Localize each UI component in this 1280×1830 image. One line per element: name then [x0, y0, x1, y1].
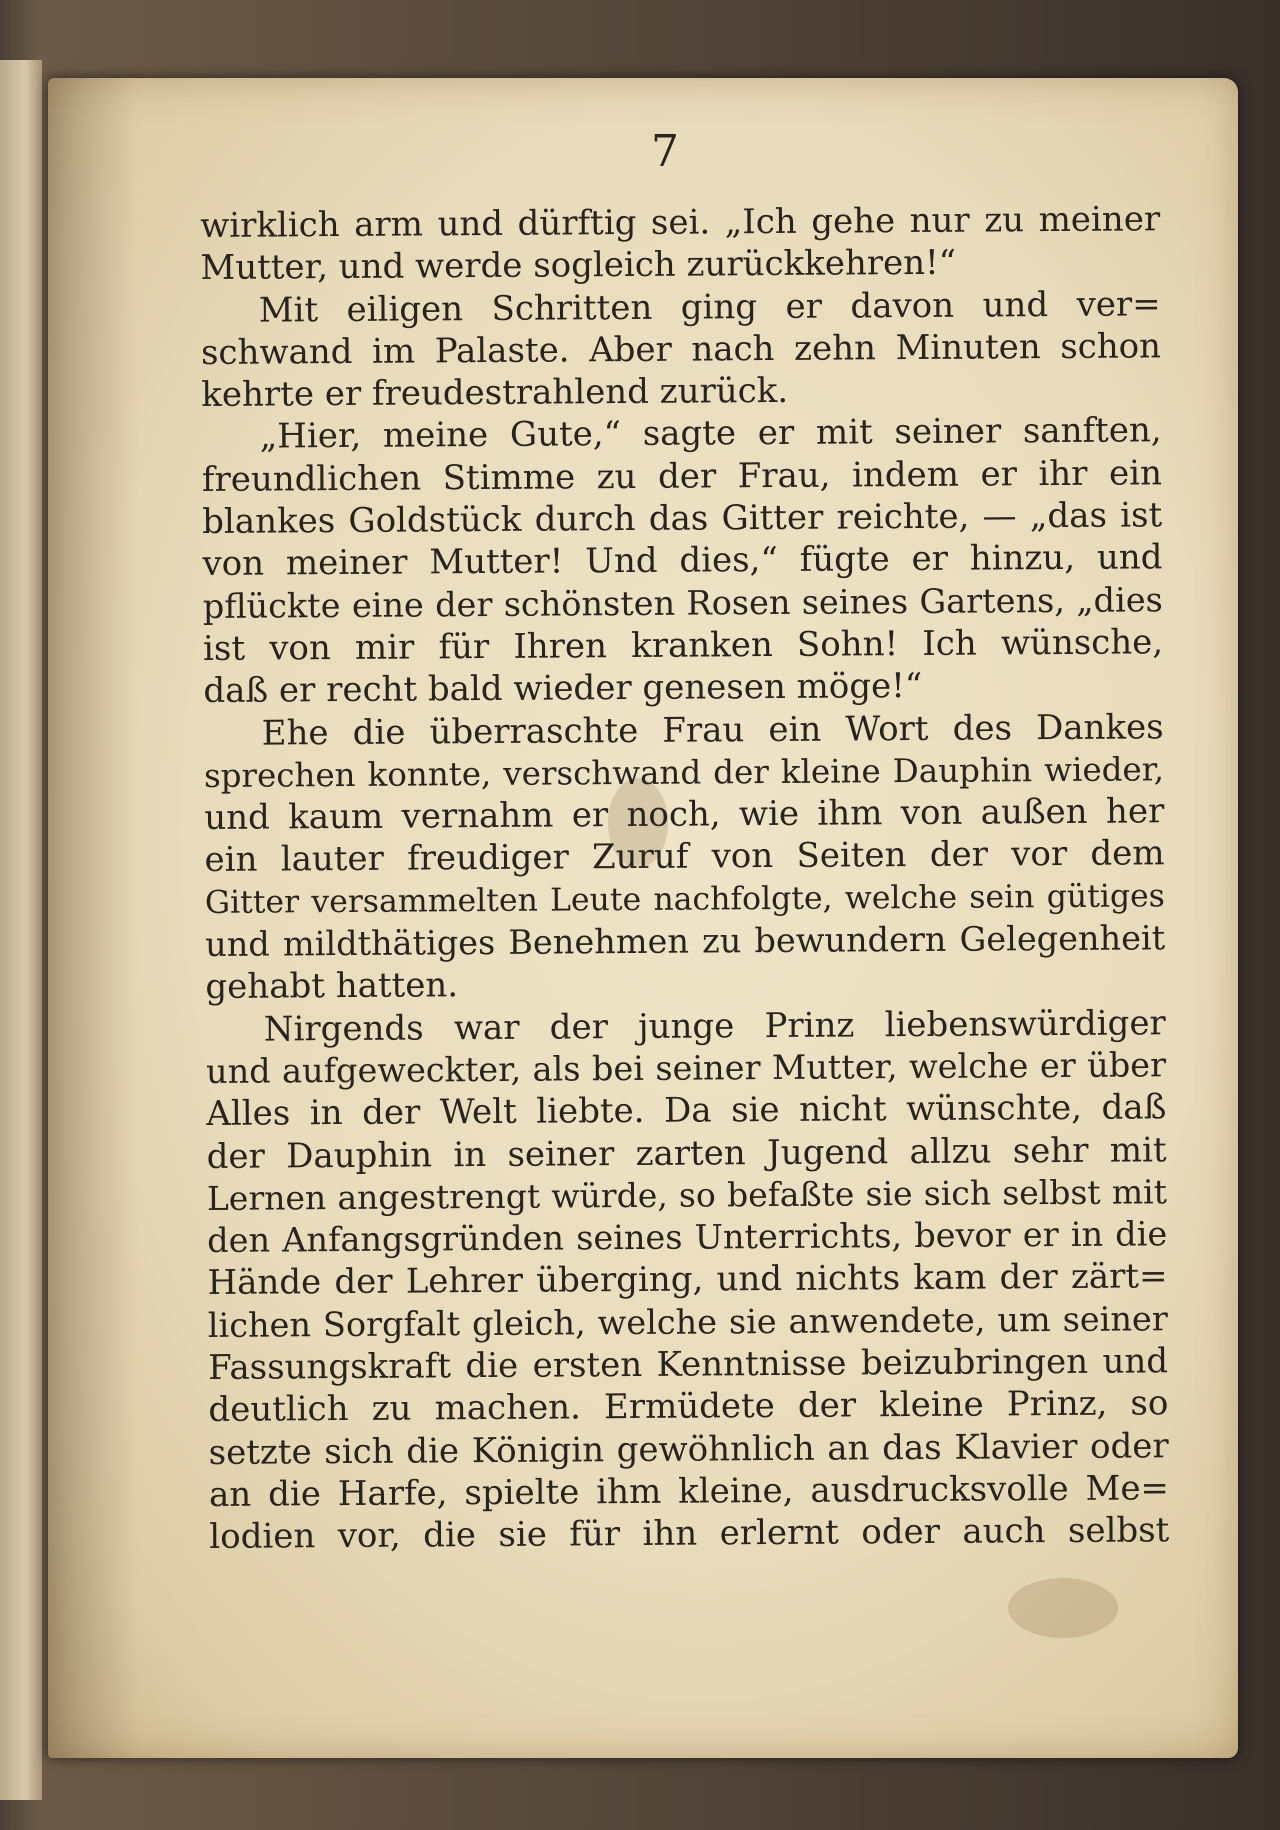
body-text	[200, 198, 1169, 1558]
text-line: „Hier, meine Gute,“ sagte er mit seiner sanften,	[259, 410, 1162, 458]
text-line: von meiner Mutter! Und dies,“ fügte er hinzu, und	[202, 537, 1163, 585]
text-line: blankes Goldstück durch das Gitter reichte, — „das ist	[202, 495, 1163, 543]
text-line: gehabt hatten.	[205, 965, 459, 1008]
text-line: freundlichen Stimme zu der Frau, indem er ihr ein	[201, 453, 1163, 500]
text-line: und kaum vernahm er noch, wie ihm von außen her	[204, 791, 1165, 839]
text-line: Ehe die überraschte Frau ein Wort des Dankes	[261, 706, 1164, 754]
text-line: und mildthätiges Benehmen zu bewundern Gelegenheit	[205, 918, 1166, 965]
text-line: Mutter, und werde sogleich zurückkehren!“	[200, 243, 957, 289]
left-page-edge	[0, 60, 42, 1800]
text-line: Fassungskraft die ersten Kenntnisse beizubringen und	[207, 1341, 1169, 1388]
text-line: daß er recht bald wieder genesen möge!“	[203, 666, 923, 712]
text-line: setzte sich die Königin gewöhnlich an das Klavier oder	[208, 1425, 1169, 1473]
text-line: Nirgends war der junge Prinz liebenswürdiger	[263, 1002, 1166, 1050]
text-line: ist von mir für Ihren kranken Sohn! Ich wünsche,	[202, 622, 1164, 669]
text-line: Lernen angestrengt würde, so befaßte sie sich selbst mit	[206, 1172, 1168, 1218]
text-line: den Anfangsgründen seines Unterrichts, bevor er in die	[207, 1214, 1168, 1261]
text-line: lichen Sorgfalt gleich, welche sie anwendete, um seiner	[207, 1298, 1168, 1345]
text-line: schwand im Palaste. Aber nach zehn Minuten schon	[200, 326, 1162, 373]
text-line: Hände der Lehrer überging, und nichts kam der zärt=	[207, 1256, 1168, 1304]
text-line: wirklich arm und dürftig sei. „Ich gehe nur zu meiner	[200, 199, 1161, 246]
text-line: sprechen konnte, verschwand der kleine Dauphin wieder,	[203, 750, 1165, 795]
page-number: 7	[651, 126, 679, 177]
text-line: lodien vor, die sie für ihn erlernt oder auch selbst	[209, 1510, 1170, 1558]
text-line: an die Harfe, spielte ihm kleine, ausdrucksvolle Me=	[208, 1468, 1170, 1515]
text-line: der Dauphin in seiner zarten Jugend allzu sehr mit	[206, 1129, 1167, 1177]
text-line: und aufgeweckter, als bei seiner Mutter, welche er über	[205, 1045, 1167, 1091]
text-line: ein lauter freudiger Zuruf von Seiten der vor dem	[204, 833, 1165, 881]
text-line: pflückte eine der schönsten Rosen seines Gartens, „dies	[202, 579, 1163, 626]
text-line: Gitter versammelten Leute nachfolgte, welche sein gütiges	[204, 878, 1165, 921]
text-line: deutlich zu machen. Ermüdete der kleine Prinz, so	[208, 1383, 1169, 1431]
text-line: kehrte er freudestrahlend zurück.	[201, 371, 789, 416]
paper-stain	[1008, 1578, 1118, 1638]
text-line: Mit eiligen Schritten ging er davon und ver=	[258, 283, 1161, 331]
text-line: Alles in der Welt liebte. Da sie nicht wünschte, daß	[206, 1087, 1167, 1135]
